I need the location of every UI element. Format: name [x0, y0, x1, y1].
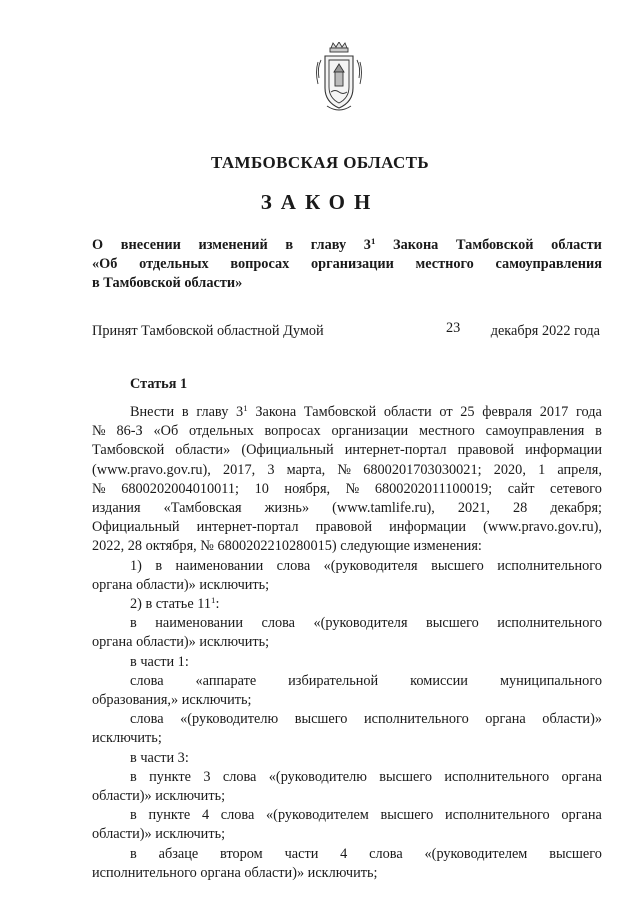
adoption-text: Принят Тамбовской областной Думой: [92, 323, 324, 339]
body-line: в наименовании слова «(руководителя высшего исполнительного: [130, 615, 602, 632]
body-line: 1) в наименовании слова «(руководителя высшего исполнительного: [130, 557, 602, 574]
law-title: [92, 236, 602, 293]
coat-of-arms-emblem: [313, 42, 365, 114]
body-line: образования,» исключить;: [92, 692, 252, 709]
law-title-line: О внесении изменений в главу $3^1$ Закона Тамбовской области: [92, 236, 602, 253]
body-line: органа области)» исключить;: [92, 634, 270, 651]
document-type: ЗАКОН: [260, 190, 380, 214]
body-line: в пункте 4 слова «(руководителем высшего исполнительного органа: [130, 807, 602, 824]
body-line: Тамбовской области» (Официальный интернет-портал правовой информации: [92, 442, 602, 459]
body-line: в абзаце втором части 4 слова «(руководителем высшего: [130, 845, 602, 862]
body-line: 2) в статье $11^1$:: [130, 595, 220, 613]
body-line: Внести в главу $3^1$ Закона Тамбовской области от 25 февраля 2017 года: [130, 403, 602, 420]
body-line: области)» исключить;: [92, 826, 226, 843]
adoption-date: декабря 2022 года: [490, 323, 600, 339]
body-line: исполнительного органа области)» исключить;: [92, 864, 378, 881]
article-heading: Статья 1: [130, 376, 188, 392]
law-title-line: в Тамбовской области»: [92, 275, 243, 291]
body-line: слова «аппарате избирательной комиссии муниципального: [130, 672, 602, 689]
body-line: издания «Тамбовская жизнь» (www.tamlife.ru), 2021, 28 декабря;: [92, 500, 602, 517]
body-line: (www.pravo.gov.ru), 2017, 3 марта, № 6800201703030021; 2020, 1 апреля,: [92, 461, 602, 478]
adoption-day: 23: [446, 320, 461, 336]
body-line: в части 1:: [130, 653, 189, 670]
body-line: № 6800202004010011; 10 ноября, № 6800202011100019; сайт сетевого: [92, 480, 602, 497]
body-line: № 86-З «Об отдельных вопросах организации местного самоуправления в: [92, 423, 602, 440]
body-line: в пункте 3 слова «(руководителю высшего исполнительного органа: [130, 768, 602, 785]
region-name: ТАМБОВСКАЯ ОБЛАСТЬ: [210, 153, 430, 172]
body-line: 2022, 28 октября, № 6800202210280015) следующие изменения:: [92, 538, 482, 555]
body-line: органа области)» исключить;: [92, 576, 270, 593]
body-line: исключить;: [92, 730, 162, 747]
article-body: [92, 403, 602, 883]
body-line: в части 3:: [130, 749, 189, 766]
body-line: Официальный интернет-портал правовой информации (www.pravo.gov.ru),: [92, 519, 602, 536]
law-title-line: «Об отдельных вопросах организации местного самоуправления: [92, 256, 602, 272]
body-line: области)» исключить;: [92, 788, 226, 805]
body-line: слова «(руководителю высшего исполнительного органа области)»: [130, 711, 602, 728]
